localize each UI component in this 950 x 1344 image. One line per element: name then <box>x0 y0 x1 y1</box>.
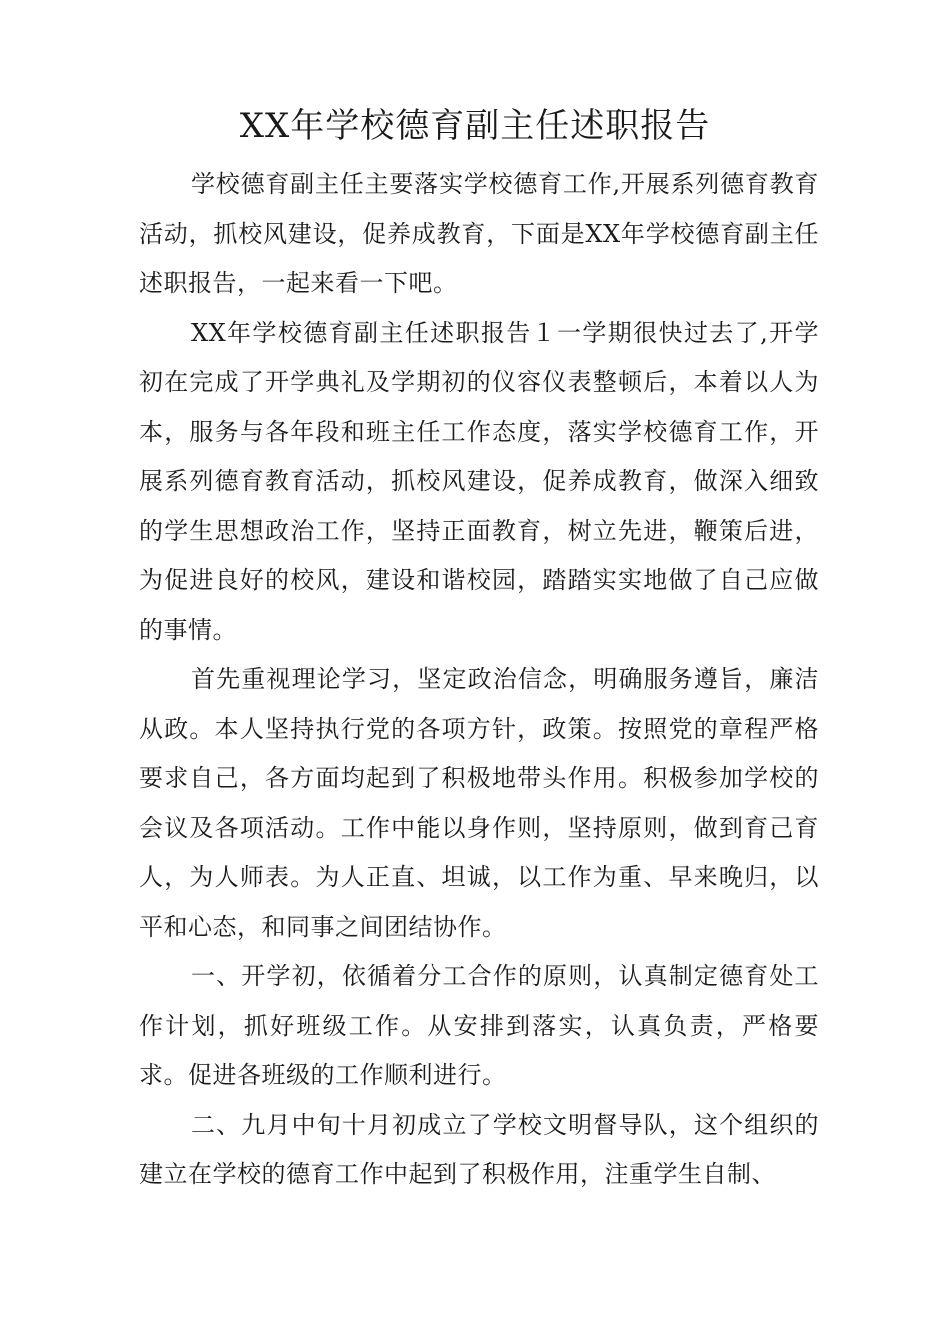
paragraph-intro: 学校德育副主任主要落实学校德育工作,开展系列德育教育活动，抓校风建设，促养成教育，下面是XX年学校德育副主任述职报告，一起来看一下吧。 <box>139 170 819 297</box>
document-body <box>139 160 819 1200</box>
paragraph-theory-study: 首先重视理论学习，坚定政治信念，明确服务遵旨，廉洁从政。本人坚持执行党的各项方针，政策。按照党的章程严格要求自己，各方面均起到了积极地带头作用。积极参加学校的会议及各项活动。工作中能以身作则，坚持原则，做到育己育人，为人师表。为人正直、坦诚，以工作为重、早来晚归，以平和心态，和同事之间团结协作。 <box>139 665 819 941</box>
paragraph-item-1: 一、开学初，依循着分工合作的原则，认真制定德育处工作计划，抓好班级工作。从安排到落实，认真负责，严格要求。促进各班级的工作顺利进行。 <box>139 962 819 1089</box>
paragraph-item-2: 二、九月中旬十月初成立了学校文明督导队，这个组织的建立在学校的德育工作中起到了积极作用，注重学生自制、 <box>139 1110 819 1188</box>
paragraph-report-1: XX年学校德育副主任述职报告１一学期很快过去了,开学初在完成了开学典礼及学期初的仪容仪表整顿后，本着以人为本，服务与各年段和班主任工作态度，落实学校德育工作，开展系列德育教育活动，抓校风建设，促养成教育，做深入细致的学生思想政治工作，坚持正面教育，树立先进，鞭策后进，为促进良好的校风，建设和谐校园，踏踏实实地做了自己应做的事情。 <box>139 318 819 644</box>
document-title: XX年学校德育副主任述职报告 <box>239 106 711 146</box>
